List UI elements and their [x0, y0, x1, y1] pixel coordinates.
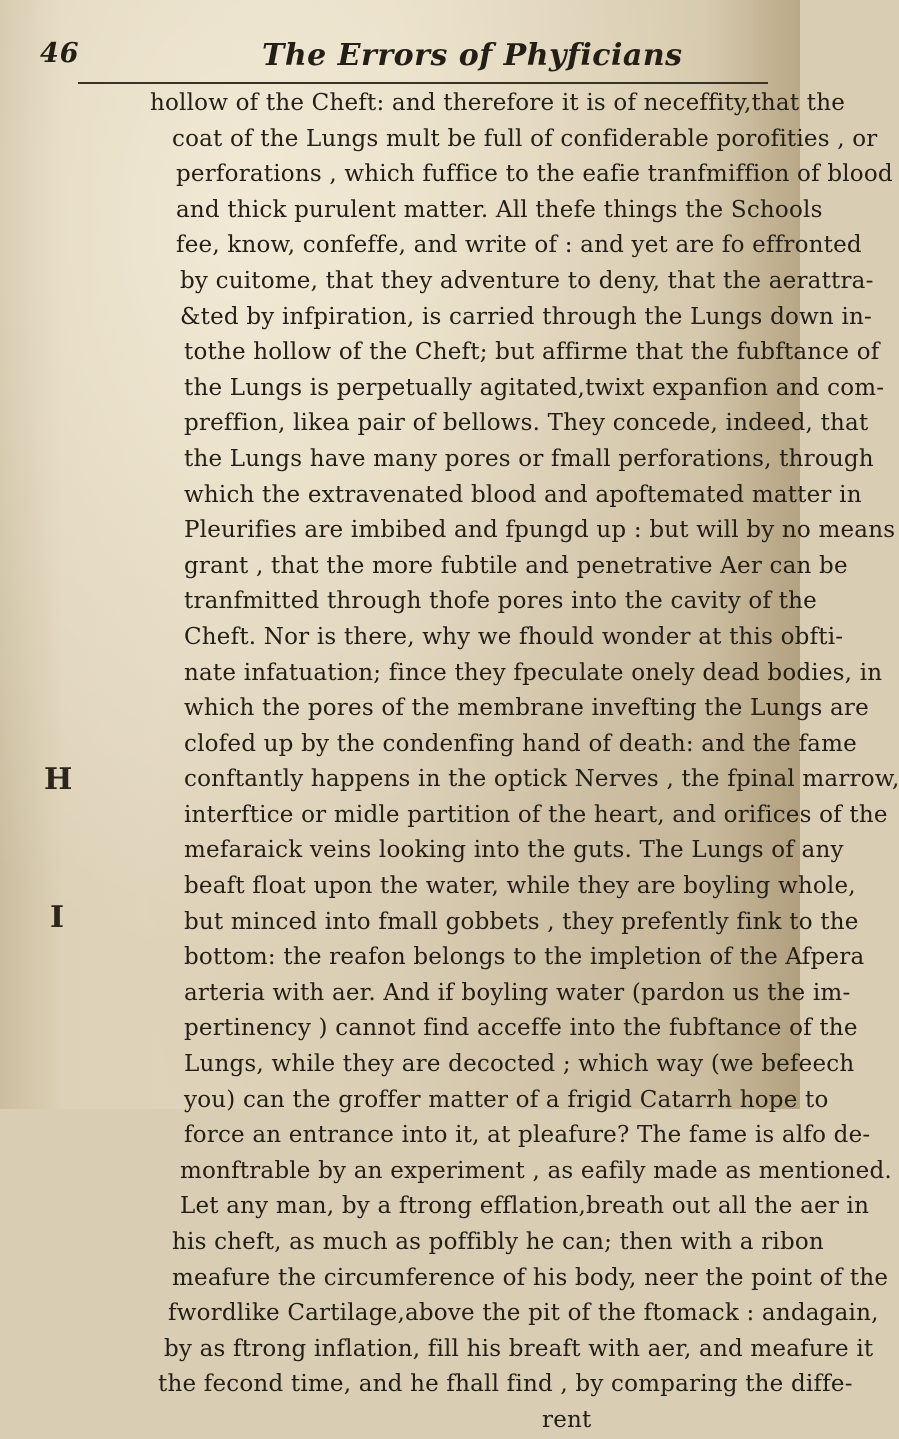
running-title: The Errors of Phyficians	[262, 38, 683, 73]
text-line: his cheft, as much as poffibly he can; then with a ribon	[172, 1229, 824, 1255]
text-line: pertinency ) cannot find acceffe into the fubftance of the	[184, 1015, 858, 1042]
margin-letter-h: H	[44, 762, 73, 797]
text-line: clofed up by the condenfing hand of death: and the fame	[184, 730, 857, 757]
margin-letter-i: I	[50, 900, 65, 935]
text-line: hollow of the Cheft: and therefore it is of neceffity,that the	[150, 90, 846, 116]
text-line: Pleurifies are imbibed and fpungd up : but will by no means	[184, 517, 896, 544]
header-rule	[78, 82, 768, 84]
text-line: and thick purulent matter. All thefe things the Schools	[176, 196, 823, 223]
page-number: 46	[40, 38, 80, 69]
text-line: which the extravenated blood and apoftemated matter in	[184, 481, 862, 508]
text-line: by cuitome, that they adventure to deny, that the aerattra-	[180, 267, 874, 294]
text-line: the Lungs have many pores or fmall perforations, through	[184, 445, 874, 472]
text-line: preffion, likea pair of bellows. They concede, indeed, that	[184, 410, 869, 437]
text-line: monftrable by an experiment , as eafily made as mentioned.	[180, 1157, 892, 1184]
text-line: Let any man, by a ftrong efflation,breath out all the aer in	[180, 1193, 870, 1220]
body-text	[150, 86, 899, 1439]
text-line: Lungs, while they are decocted ; which way (we befeech	[184, 1051, 855, 1078]
text-line: interftice or midle partition of the heart, and orifices of the	[184, 801, 888, 828]
text-line: tothe hollow of the Cheft; but affirme that the fubftance of	[184, 339, 880, 366]
text-line: the Lungs is perpetually agitated,twixt expanfion and com-	[184, 374, 885, 401]
text-line: fwordlike Cartilage,above the pit of the ftomack : andagain,	[168, 1300, 879, 1327]
text-line: coat of the Lungs mult be full of confiderable porofities , or	[172, 125, 878, 152]
text-line: arteria with aer. And if boyling water (pardon us the im-	[184, 979, 851, 1006]
text-line: you) can the groffer matter of a frigid Catarrh hope to	[184, 1086, 829, 1113]
text-line: beaft float upon the water, while they are boyling whole,	[184, 873, 856, 900]
text-line: grant , that the more fubtile and penetrative Aer can be	[184, 552, 848, 579]
text-line: by as ftrong inflation, fill his breaft with aer, and meafure it	[164, 1335, 874, 1362]
text-line: which the pores of the membrane invefting the Lungs are	[184, 695, 869, 722]
text-line: bottom: the reafon belongs to the impletion of the Afpera	[184, 944, 865, 971]
text-line: the fecond time, and he fhall find , by comparing the diffe-	[158, 1371, 853, 1398]
text-line: nate infatuation; fince they fpeculate onely dead bodies, in	[184, 659, 883, 686]
text-line: conftantly happens in the optick Nerves , the fpinal marrow,	[184, 766, 899, 793]
text-line: but minced into fmall gobbets , they prefently fink to the	[184, 908, 859, 935]
text-line: Cheft. Nor is there, why we fhould wonder at this obfti-	[184, 623, 844, 650]
text-line: tranfmitted through thofe pores into the cavity of the	[184, 588, 817, 615]
catchword: rent	[542, 1406, 592, 1433]
text-line: &ted by infpiration, is carried through the Lungs down in-	[180, 303, 872, 330]
page-header	[0, 0, 800, 78]
text-line: fee, know, confeffe, and write of : and yet are fo effronted	[176, 232, 862, 259]
text-line: force an entrance into it, at pleafure? The fame is alfo de-	[184, 1122, 871, 1149]
text-line: meafure the circumference of his body, neer the point of the	[172, 1264, 889, 1291]
text-line: mefaraick veins looking into the guts. The Lungs of any	[184, 837, 844, 864]
text-line: perforations , which fuffice to the eafie tranfmiffion of blood	[176, 161, 893, 188]
